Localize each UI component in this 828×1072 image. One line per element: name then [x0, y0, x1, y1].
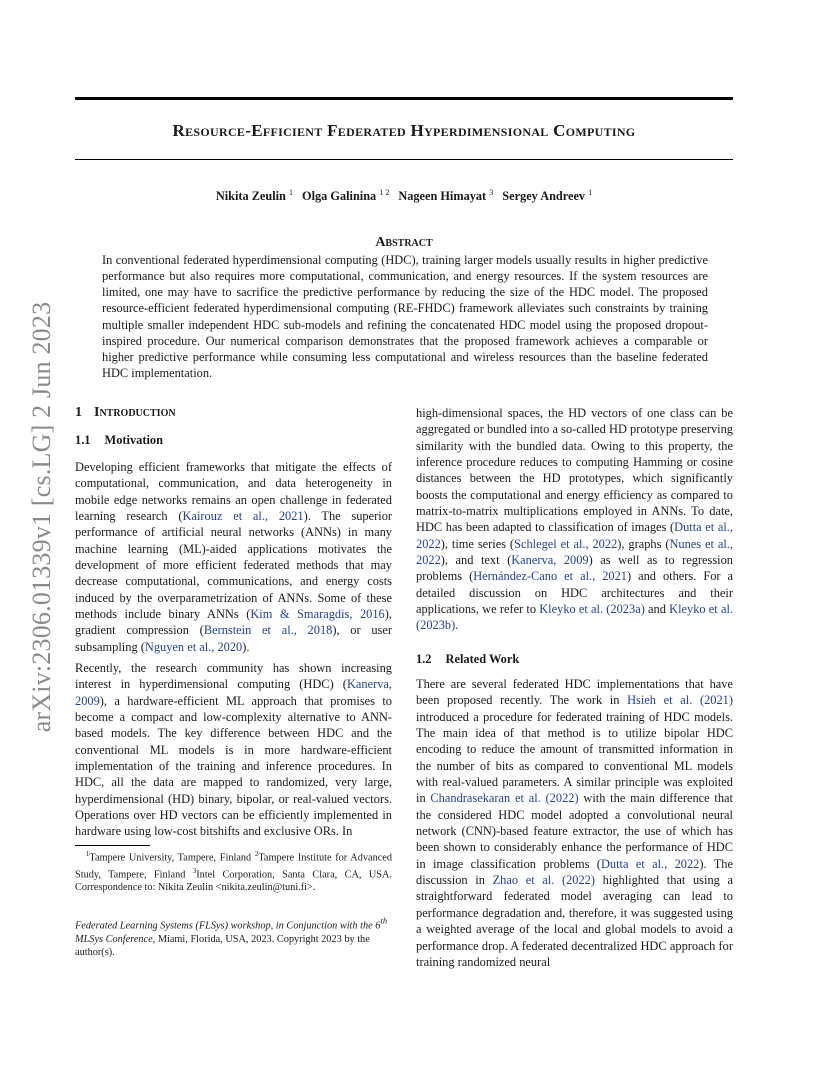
- citation-link[interactable]: Kanerva, 2009: [75, 677, 392, 708]
- citation-link[interactable]: Kim & Smaragdis, 2016: [250, 607, 385, 622]
- paper-title: Resource-Efficient Federated Hyperdimensional Computing: [172, 121, 636, 140]
- citation-link[interactable]: Kleyko et al. (2023a): [539, 602, 645, 617]
- abstract-text: In conventional federated hyperdimensional computing (HDC), training larger models usually results in higher predictive performance but also requires more computational, communication, and energy resources. If the system resources are limited, one may have to sacrifice the predictive performance by reducing the size of the HDC model. The proposed resource-efficient federated hyperdimensional computing (RE-FHDC) framework alleviates such constraints by training multiple smaller independent HDC sub-models and refining the concatenated HDC model using the proposed dropout-inspired procedure. Our numerical comparison demonstrates that the proposed framework achieves a comparable or higher predictive performance while consuming less computational and wireless resources than the baseline federated HDC implementation.: [102, 253, 708, 381]
- citation-link[interactable]: Dutta et al., 2022: [416, 520, 733, 551]
- paragraph: There are several federated HDC implementations that have been proposed recently. The work in Hsieh et al. (2021) introduced a procedure for federated training of HDC models. The main idea of that method is to utilize bipolar HDC encoding to reduce the amount of transmitted information in the number of bits as compared to conventional ML models with real-valued parameters. A similar principle was exploited in Chandrasekaran et al. (2022) with the main difference that the considered HDC model adopted a convolutional neural network (CNN)-based feature extractor, the use of which has been shown to considerably enhance the performance of HDC in image classification problems (Dutta et al., 2022). The discussion in Zhao et al. (2022) highlighted that using a straightforward federated model averaging can lead to performance degradation and, therefore, it was suggested using a weighted average of the local and global models to avoid a performance drop. A federated decentralized HDC approach for training randomized neural: [416, 677, 734, 969]
- subsection-heading: 1.1 Motivation: [75, 433, 164, 447]
- citation-link[interactable]: Zhao et al. (2022): [492, 873, 596, 888]
- section-heading: 1 Introduction: [75, 405, 176, 420]
- citation-link[interactable]: Bernstein et al., 2018: [203, 623, 333, 638]
- title-rule: [75, 159, 733, 160]
- citation-link[interactable]: Kleyko et al. (2023b): [416, 602, 733, 633]
- citation-link[interactable]: Dutta et al., 2022: [600, 856, 700, 871]
- citation-link[interactable]: Schlegel et al., 2022: [514, 536, 618, 551]
- paragraph: Developing efficient frameworks that mitigate the effects of computational, communication, and data heterogeneity in mobile edge networks remains an open challenge in federated learning research (Kairouz et al., 2021). The superior performance of artificial neural networks (ANNs) in many machine learning (ML)-aided applications motivates the development of more efficient federated methods that may decrease computational, communications, and energy costs induced by the overparametrization of ANNs. Some of these methods include binary ANNs (Kim & Smaragdis, 2016), gradient compression (Bernstein et al., 2018), or user subsampling (Nguyen et al., 2020).: [75, 460, 393, 654]
- abstract-heading: Abstract: [375, 235, 433, 250]
- author: Nageen Himayat $^3$: [398, 188, 494, 204]
- citation-link[interactable]: Hernández-Cano et al., 2021: [473, 569, 627, 584]
- author: Nikita Zeulin $^1$: [215, 188, 293, 204]
- arxiv-identifier: arXiv:2306.01339v1 [cs.LG] 2 Jun 2023: [27, 301, 56, 733]
- citation-link[interactable]: Kanerva, 2009: [511, 553, 589, 568]
- citation-link[interactable]: Kairouz et al., 2021: [182, 509, 304, 524]
- citation-link[interactable]: Chandrasekaran et al. (2022): [430, 791, 579, 806]
- author-list: [75, 188, 733, 204]
- author: Olga Galinina $^{1 2}$: [302, 188, 390, 204]
- affiliation-footnote: $^1$Tampere University, Tampere, Finland $^2$Tampere Institute for Advanced Study, Tampere, Finland $^3$Intel Corporation, Santa Clara, CA, USA. Correspondence to: Nikita Zeulin <nikita.zeulin@tuni.fi>.: [75, 850, 393, 894]
- paragraph: Recently, the research community has shown increasing interest in hyperdimensional computing (HDC) (Kanerva, 2009), a hardware-efficient ML approach that promises to become a compact and low-complexity alternative to ANN-based models. The key difference between HDC and the conventional ML models is in more hardware-efficient implementation of the training and inference procedures. In HDC, all the data are mapped to randomized, very large, hyperdimensional (HD) binary, bipolar, or real-valued vectors. Operations over HD vectors can be efficiently implemented in hardware using low-cost bitshifts and exclusive ORs. In: [75, 661, 392, 839]
- citation-link[interactable]: Nunes et al., 2022: [416, 536, 733, 568]
- paragraph: high-dimensional spaces, the HD vectors of one class can be aggregated or bundled into a so-called HD prototype preserving similarity with the bundled data. Owing to this property, the inference procedure reduces to computing Hamming or cosine distances between the HD prototypes, which significantly boosts the computational and energy efficiency as compared to matrix-to-matrix multiplications employed in ANNs. To date, HDC has been adapted to classification of images (Dutta et al., 2022), time series (Schlegel et al., 2022), graphs (Nunes et al., 2022), and text (Kanerva, 2009) as well as to regression problems (Hernández-Cano et al., 2021) and others. For a detailed discussion on HDC architectures and their applications, we refer to Kleyko et al. (2023a) and Kleyko et al. (2023b).: [416, 406, 734, 633]
- author: Sergey Andreev $^1$: [502, 188, 593, 204]
- citation-link[interactable]: Hsieh et al. (2021): [627, 693, 733, 708]
- citation-link[interactable]: Nguyen et al., 2020: [144, 639, 243, 654]
- venue-note: Federated Learning Systems (FLSys) workshop, in Conjunction with the 6th MLSys Conference, Miami, Florida, USA, 2023. Copyright 2023 by the author(s).: [75, 916, 388, 959]
- subsection-heading: 1.2 Related Work: [416, 652, 520, 666]
- top-rule: [75, 97, 733, 100]
- footnote-rule: [75, 845, 150, 846]
